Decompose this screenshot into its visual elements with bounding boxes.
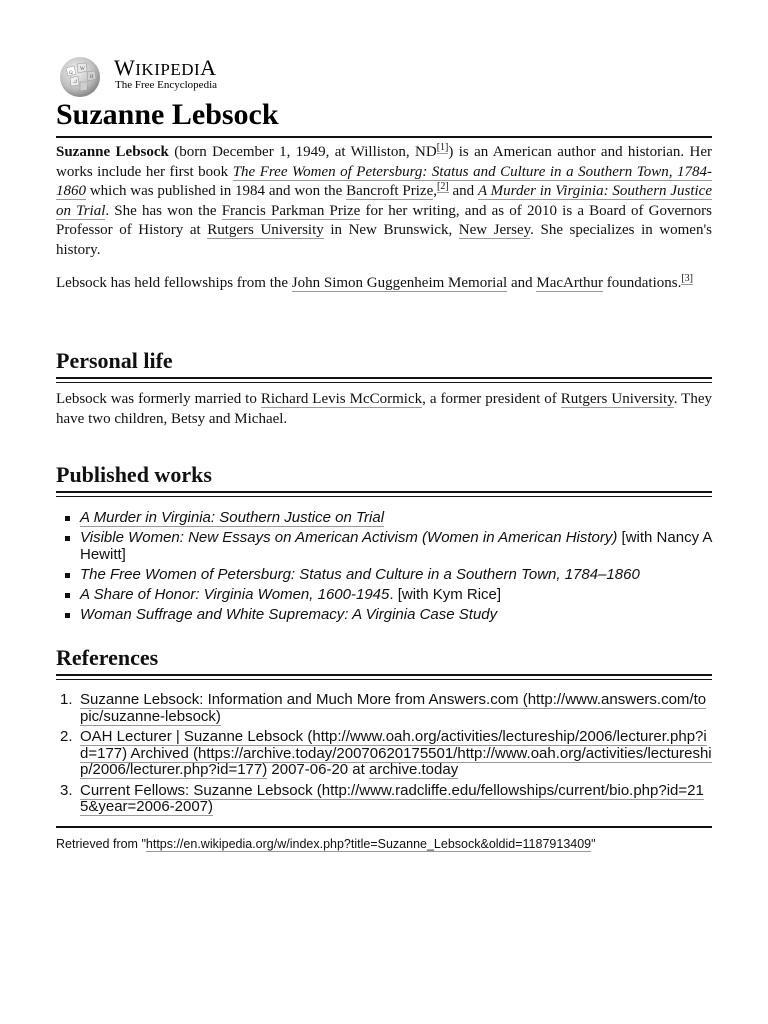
work-title-link[interactable]: A Murder in Virginia: Southern Justice on Trial [80, 509, 385, 526]
bullet-icon [65, 573, 70, 578]
book-free-women-link[interactable]: The Free Women of Petersburg: Status and Culture in a Southern Town, 1784-1860 [56, 163, 712, 199]
bullet-icon [65, 593, 70, 598]
reference-3-link[interactable]: Current Fellows: Suzanne Lebsock (http://www.radcliffe.edu/fellowships/current/bio.php?id=215&year=2006-2007) [80, 781, 704, 815]
guggenheim-link[interactable]: John Simon Guggenheim Memorial [291, 275, 508, 291]
work-title: Visible Women: New Essays on American Activism (Women in American History) [80, 529, 618, 546]
list-item [56, 510, 712, 527]
citation-1-link[interactable]: [1] [436, 142, 449, 153]
footer-divider [56, 826, 712, 828]
svg-text:Ω: Ω [69, 71, 73, 76]
section-divider [56, 491, 712, 497]
list-item [56, 607, 712, 624]
reference-1-link[interactable]: Suzanne Lebsock: Information and Much More from Answers.com (http://www.answers.com/topic/suzanne-lebsock) [80, 691, 707, 725]
retrieved-url-link[interactable]: https://en.wikipedia.org/w/index.php?title=Suzanne_Lebsock&oldid=1187913409 [145, 837, 592, 851]
fellowships-paragraph: Lebsock has held fellowships from the John Simon Guggenheim Memorial and MacArthur foundations.[3] [56, 273, 694, 291]
intro-paragraph: Suzanne Lebsock (born December 1, 1949, at Williston, ND[1]) is an American author and historian. Her works include her first book The Free Women of Petersburg: Status and Culture in a Southern Town, 1784-1860 which was published in 1984 and won the Bancroft Prize,[2] and A Murder in Virginia: Southern Justice on Trial. She has won the Francis Parkman Prize for her writing, and as of 2010 is a Board of Governors Professor of History at Rutgers University in New Brunswick, New Jersey. She specializes in women's history. [56, 142, 713, 258]
retrieved-from-note: Retrieved from "https://en.wikipedia.org/w/index.php?title=Suzanne_Lebsock&oldid=1187913409" [56, 837, 596, 851]
wikipedia-globe-icon [56, 54, 106, 98]
bullet-icon [65, 536, 70, 541]
new-jersey-link[interactable]: New Jersey [458, 222, 531, 238]
svg-text:И: И [90, 75, 94, 80]
reference-item: 1. Suzanne Lebsock: Information and Much More from Answers.com (http://www.answers.com/topic/suzanne-lebsock) [60, 691, 707, 725]
personal-life-paragraph: Lebsock was formerly married to Richard Levis McCormick, a former president of Rutgers University. They have two children, Betsy and Michael. [56, 391, 712, 427]
parkman-prize-link[interactable]: Francis Parkman Prize [221, 202, 361, 219]
mccormick-link[interactable]: Richard Levis McCormick [260, 391, 423, 407]
title-divider [56, 136, 712, 138]
wikipedia-tagline: The Free Encyclopedia [115, 79, 218, 91]
page-title: Suzanne Lebsock [56, 98, 279, 131]
wikipedia-wordmark: WIKIPEDIA [114, 55, 217, 80]
reference-item: 2. OAH Lecturer | Suzanne Lebsock (http://www.oah.org/activities/lectureship/2006/lecturer.php?id=177) Archived (https://archive.today/20070620175501/http://www.oah.org/activities/lectureship/2006/lecturer.php?id=177) 2007-06-20 at archive.today [60, 728, 712, 778]
citation-3-link[interactable]: [3] [681, 273, 694, 284]
subject-name: Suzanne Lebsock [56, 144, 169, 160]
work-title: Woman Suffrage and White Supremacy: A Virginia Case Study [80, 605, 498, 623]
section-heading-personal-life: Personal life [56, 348, 173, 373]
references-list [56, 692, 712, 820]
book-murder-virginia-link[interactable]: A Murder in Virginia: Southern Justice on Trial [56, 183, 712, 219]
bullet-icon [65, 516, 70, 521]
section-heading-published-works: Published works [56, 462, 212, 487]
citation-2-link[interactable]: [2] [437, 181, 449, 192]
list-item [56, 567, 712, 584]
work-title: A Share of Honor: Virginia Women, 1600-1945 [80, 585, 390, 603]
svg-text:W: W [80, 67, 85, 72]
archive-today-link[interactable]: archive.today [368, 761, 459, 778]
svg-text:ك: ك [73, 80, 78, 85]
section-divider [56, 377, 712, 383]
section-divider [56, 674, 712, 680]
macarthur-link[interactable]: MacArthur [536, 275, 604, 291]
rutgers-university-link[interactable]: Rutgers University [207, 222, 324, 238]
work-title: The Free Women of Petersburg: Status and Culture in a Southern Town, 1784–1860 [80, 565, 640, 583]
reference-2-link[interactable]: OAH Lecturer | Suzanne Lebsock (http://www.oah.org/activities/lectureship/2006/lecturer.php?id=177) [80, 728, 707, 762]
bancroft-prize-link[interactable]: Bancroft Prize [346, 183, 434, 199]
wikipedia-header[interactable] [56, 52, 356, 98]
list-item: A Share of Honor: Virginia Women, 1600-1945. [with Kym Rice] [56, 587, 712, 604]
reference-2-archived-link[interactable]: Archived (https://archive.today/20070620175501/http://www.oah.org/activities/lectureship/2006/lecturer.php?id=177) [80, 744, 712, 778]
bullet-icon [65, 613, 70, 618]
rutgers-university-link-2[interactable]: Rutgers University [560, 391, 674, 407]
reference-item: 3. Current Fellows: Suzanne Lebsock (http://www.radcliffe.edu/fellowships/current/bio.php?id=215&year=2006-2007) [60, 781, 704, 815]
section-heading-references: References [56, 645, 159, 670]
list-item: Visible Women: New Essays on American Activism (Women in American History) [with Nancy A Hewitt] [56, 530, 712, 563]
published-works-list [56, 510, 712, 627]
